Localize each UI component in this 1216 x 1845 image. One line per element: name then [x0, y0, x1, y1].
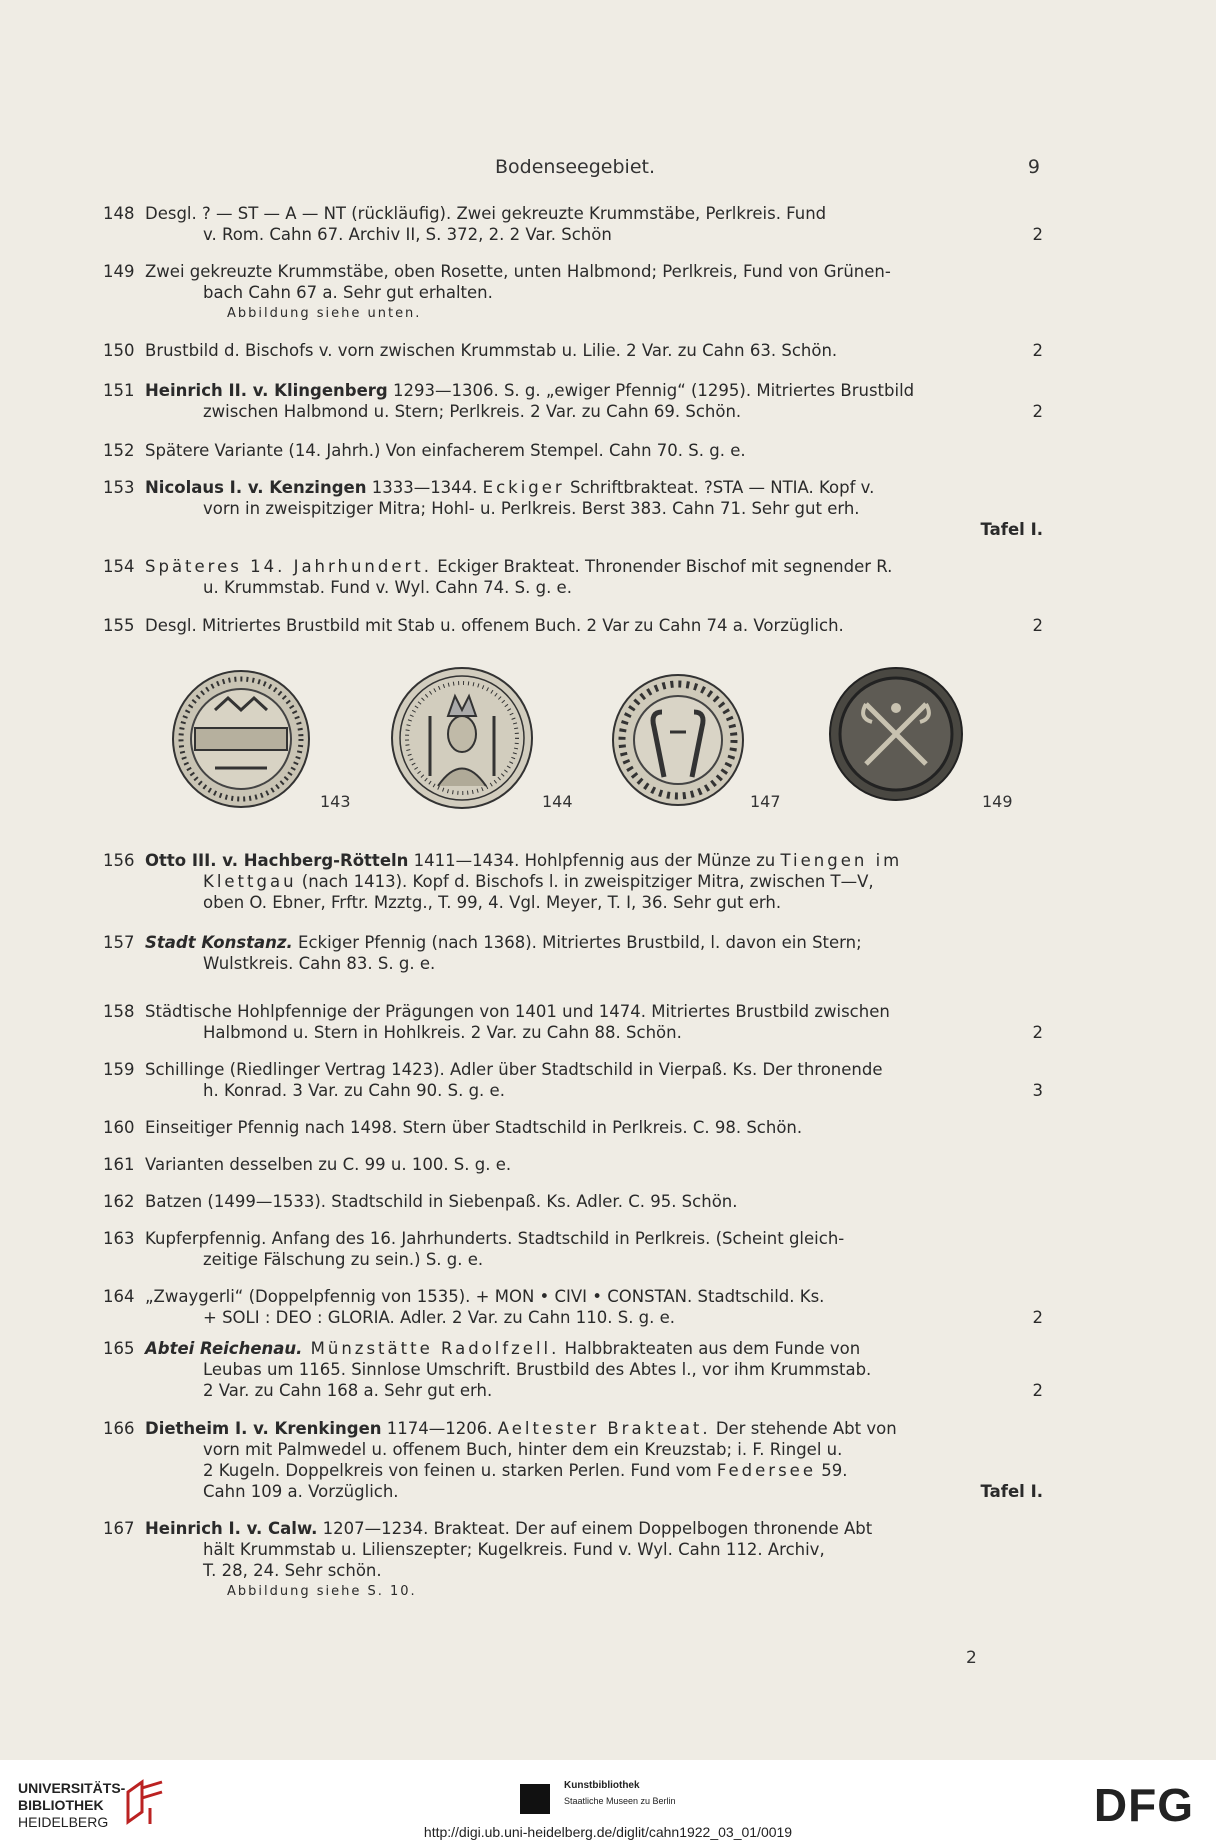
catalog-entry-159	[103, 1059, 1043, 1101]
entry-number: 149	[103, 262, 135, 281]
catalog-entry-157: 157 Stadt Konstanz. Eckiger Pfennig (nach 1368). Mitriertes Brustbild, l. davon ein Stern; Wulstkreis. Cahn 83. S. g. e.	[103, 933, 862, 973]
catalog-entry-155: 155 Desgl. Mitriertes Brustbild mit Stab u. offenem Buch. 2 Var zu Cahn 74 a. Vorzüglich. 2	[103, 616, 1043, 635]
illustration-note: Abbildung siehe unten.	[227, 306, 422, 321]
entry-count: 2	[1032, 1308, 1043, 1327]
ub-heidelberg-logo[interactable]: UNIVERSITÄTS- BIBLIOTHEK HEIDELBERG	[18, 1780, 126, 1830]
permalink-url[interactable]: http://digi.ub.uni-heidelberg.de/diglit/cahn1922_03_01/0019	[423, 1824, 793, 1840]
catalog-entry-150	[103, 340, 1043, 361]
footer-bar: UNIVERSITÄTS- BIBLIOTHEK HEIDELBERG Kunstbibliothek Staatliche Museen zu Berlin DFG http://digi.ub.uni-heidelberg.de/diglit/cahn1922_03_01/0019	[0, 1760, 1216, 1845]
entry-text: Kupferpfennig. Anfang des 16. Jahrhunderts. Stadtschild in Perlkreis. (Scheint gleich-	[145, 1229, 845, 1248]
entry-text: zeitige Fälschung zu sein.) S. g. e.	[203, 1250, 484, 1269]
catalog-entry-162	[103, 1191, 1043, 1212]
entry-count: 3	[1032, 1081, 1043, 1100]
entry-text: Einseitiger Pfennig nach 1498. Stern über Stadtschild in Perlkreis. C. 98. Schön.	[145, 1118, 803, 1137]
dfg-logo[interactable]: DFG	[1093, 1779, 1194, 1831]
catalog-entry-163	[103, 1228, 1043, 1270]
catalog-entry-167: 167 Heinrich I. v. Calw. 1207—1234. Brakteat. Der auf einem Doppelbogen thronende Abt hält Krummstab u. Lilienszepter; Kugelkreis. Fund v. Wyl. Cahn 112. Archiv, T. 28, 24. Sehr schön. Abbildung siehe S. 10.	[103, 1519, 873, 1599]
catalog-entry-160	[103, 1117, 1043, 1138]
catalog-entry-153: 153 Nicolaus I. v. Kenzingen 1333—1344. Eckiger Schriftbrakteat. ?STA — NTIA. Kopf v. vorn in zweispitziger Mitra; Hohl- u. Perlkreis. Berst 383. Cahn 71. Sehr gut erh. Tafel I.	[103, 478, 1043, 539]
entry-text: Halbmond u. Stern in Hohlkreis. 2 Var. zu Cahn 88. Schön.	[203, 1023, 682, 1042]
entry-text: bach Cahn 67 a. Sehr gut erhalten.	[203, 283, 493, 302]
entry-text: Varianten desselben zu C. 99 u. 100. S. g. e.	[145, 1155, 512, 1174]
entry-count: 2	[1032, 341, 1043, 360]
entry-text: + SOLI : DEO : GLORIA. Adler. 2 Var. zu Cahn 110. S. g. e.	[203, 1308, 676, 1327]
entry-number: 163	[103, 1229, 135, 1248]
coin-illustrations	[170, 668, 1040, 818]
coin-image-143	[170, 668, 312, 810]
catalog-entry-156: 156 Otto III. v. Hachberg-Rötteln 1411—1434. Hohlpfennig aus der Münze zu Tiengen im Klettgau (nach 1413). Kopf d. Bischofs l. in zweispitziger Mitra, zwischen T—V, oben O. Ebner, Frftr. Mzztg., T. 99, 4. Vgl. Meyer, T. I, 36. Sehr gut erh.	[103, 851, 903, 912]
entry-number: 164	[103, 1287, 135, 1306]
entry-number: 162	[103, 1192, 135, 1211]
entry-text: Zwei gekreuzte Krummstäbe, oben Rosette, unten Halbmond; Perlkreis, Fund von Grünen-	[145, 262, 891, 281]
entry-text: „Zwaygerli“ (Doppelpfennig von 1535). + MON • CIVI • CONSTAN. Stadtschild. Ks.	[145, 1287, 825, 1306]
catalog-entry-166: 166 Dietheim I. v. Krenkingen 1174—1206. Aeltester Brakteat. Der stehende Abt von vorn mit Palmwedel u. offenem Buch, hinter dem ein Kreuzstab; i. F. Ringel u. 2 Kugeln. Doppelkreis von feinen u. starken Perlen. Fund vom Federsee 59. Cahn 109 a. Vorzüglich. Tafel I.	[103, 1419, 1043, 1501]
ub-emblem-icon	[122, 1778, 170, 1826]
entry-count: 2	[1032, 225, 1043, 244]
entry-text: v. Rom. Cahn 67. Archiv II, S. 372, 2. 2 Var. Schön	[203, 225, 612, 244]
coin-image-149	[828, 666, 964, 802]
page-number: 9	[1027, 156, 1040, 178]
catalog-entry-148	[103, 203, 1043, 245]
signature-mark: 2	[966, 1648, 977, 1668]
coin-label-149: 149	[982, 792, 1013, 811]
entry-number: 158	[103, 1002, 135, 1021]
catalog-entry-154: 154 Späteres 14. Jahrhundert. Eckiger Brakteat. Thronender Bischof mit segnender R. u. Krummstab. Fund v. Wyl. Cahn 74. S. g. e.	[103, 557, 893, 597]
entry-text: Desgl. ? — ST — A — NT (rückläufig). Zwei gekreuzte Krummstäbe, Perlkreis. Fund	[145, 204, 827, 223]
coin-image-147	[610, 672, 746, 808]
catalog-entry-151: 151 Heinrich II. v. Klingenberg 1293—1306. S. g. „ewiger Pfennig“ (1295). Mitriertes Brustbild zwischen Halbmond u. Stern; Perlkreis. 2 Var. zu Cahn 69. Schön. 2	[103, 381, 1043, 421]
entry-count: 2	[1032, 1023, 1043, 1042]
entry-text: Batzen (1499—1533). Stadtschild in Siebenpaß. Ks. Adler. C. 95. Schön.	[145, 1192, 738, 1211]
entry-number: 161	[103, 1155, 135, 1174]
catalog-entry-164	[103, 1286, 1043, 1328]
coin-label-143: 143	[320, 792, 351, 811]
coin-label-144: 144	[542, 792, 573, 811]
page-title: Bodenseegebiet.	[495, 156, 655, 178]
coin-label-147: 147	[750, 792, 781, 811]
entry-number: 148	[103, 204, 135, 223]
coin-image-144	[390, 666, 534, 810]
entry-text: h. Konrad. 3 Var. zu Cahn 90. S. g. e.	[203, 1081, 505, 1100]
entry-text: Städtische Hohlpfennige der Prägungen von 1401 und 1474. Mitriertes Brustbild zwischen	[145, 1002, 890, 1021]
catalog-entry-161	[103, 1154, 1043, 1175]
catalog-entry-152: 152 Spätere Variante (14. Jahrh.) Von einfacherem Stempel. Cahn 70. S. g. e.	[103, 441, 746, 460]
entry-number: 160	[103, 1118, 135, 1137]
entry-text: Schillinge (Riedlinger Vertrag 1423). Adler über Stadtschild in Vierpaß. Ks. Der thronende	[145, 1060, 883, 1079]
catalog-entry-158	[103, 1001, 1043, 1043]
entry-number: 150	[103, 341, 135, 360]
entry-number: 159	[103, 1060, 135, 1079]
kb-mark-icon	[520, 1784, 550, 1814]
entry-text: Brustbild d. Bischofs v. vorn zwischen Krummstab u. Lilie. 2 Var. zu Cahn 63. Schön.	[145, 341, 838, 360]
catalog-entry-165: 165 Abtei Reichenau. Münzstätte Radolfzell. Halbbrakteaten aus dem Funde von Leubas um 1165. Sinnlose Umschrift. Brustbild des Abtes l., vor ihm Krummstab. 2 Var. zu Cahn 168 a. Sehr gut erh. 2	[103, 1339, 1043, 1400]
catalog-entry-149	[103, 261, 1043, 324]
